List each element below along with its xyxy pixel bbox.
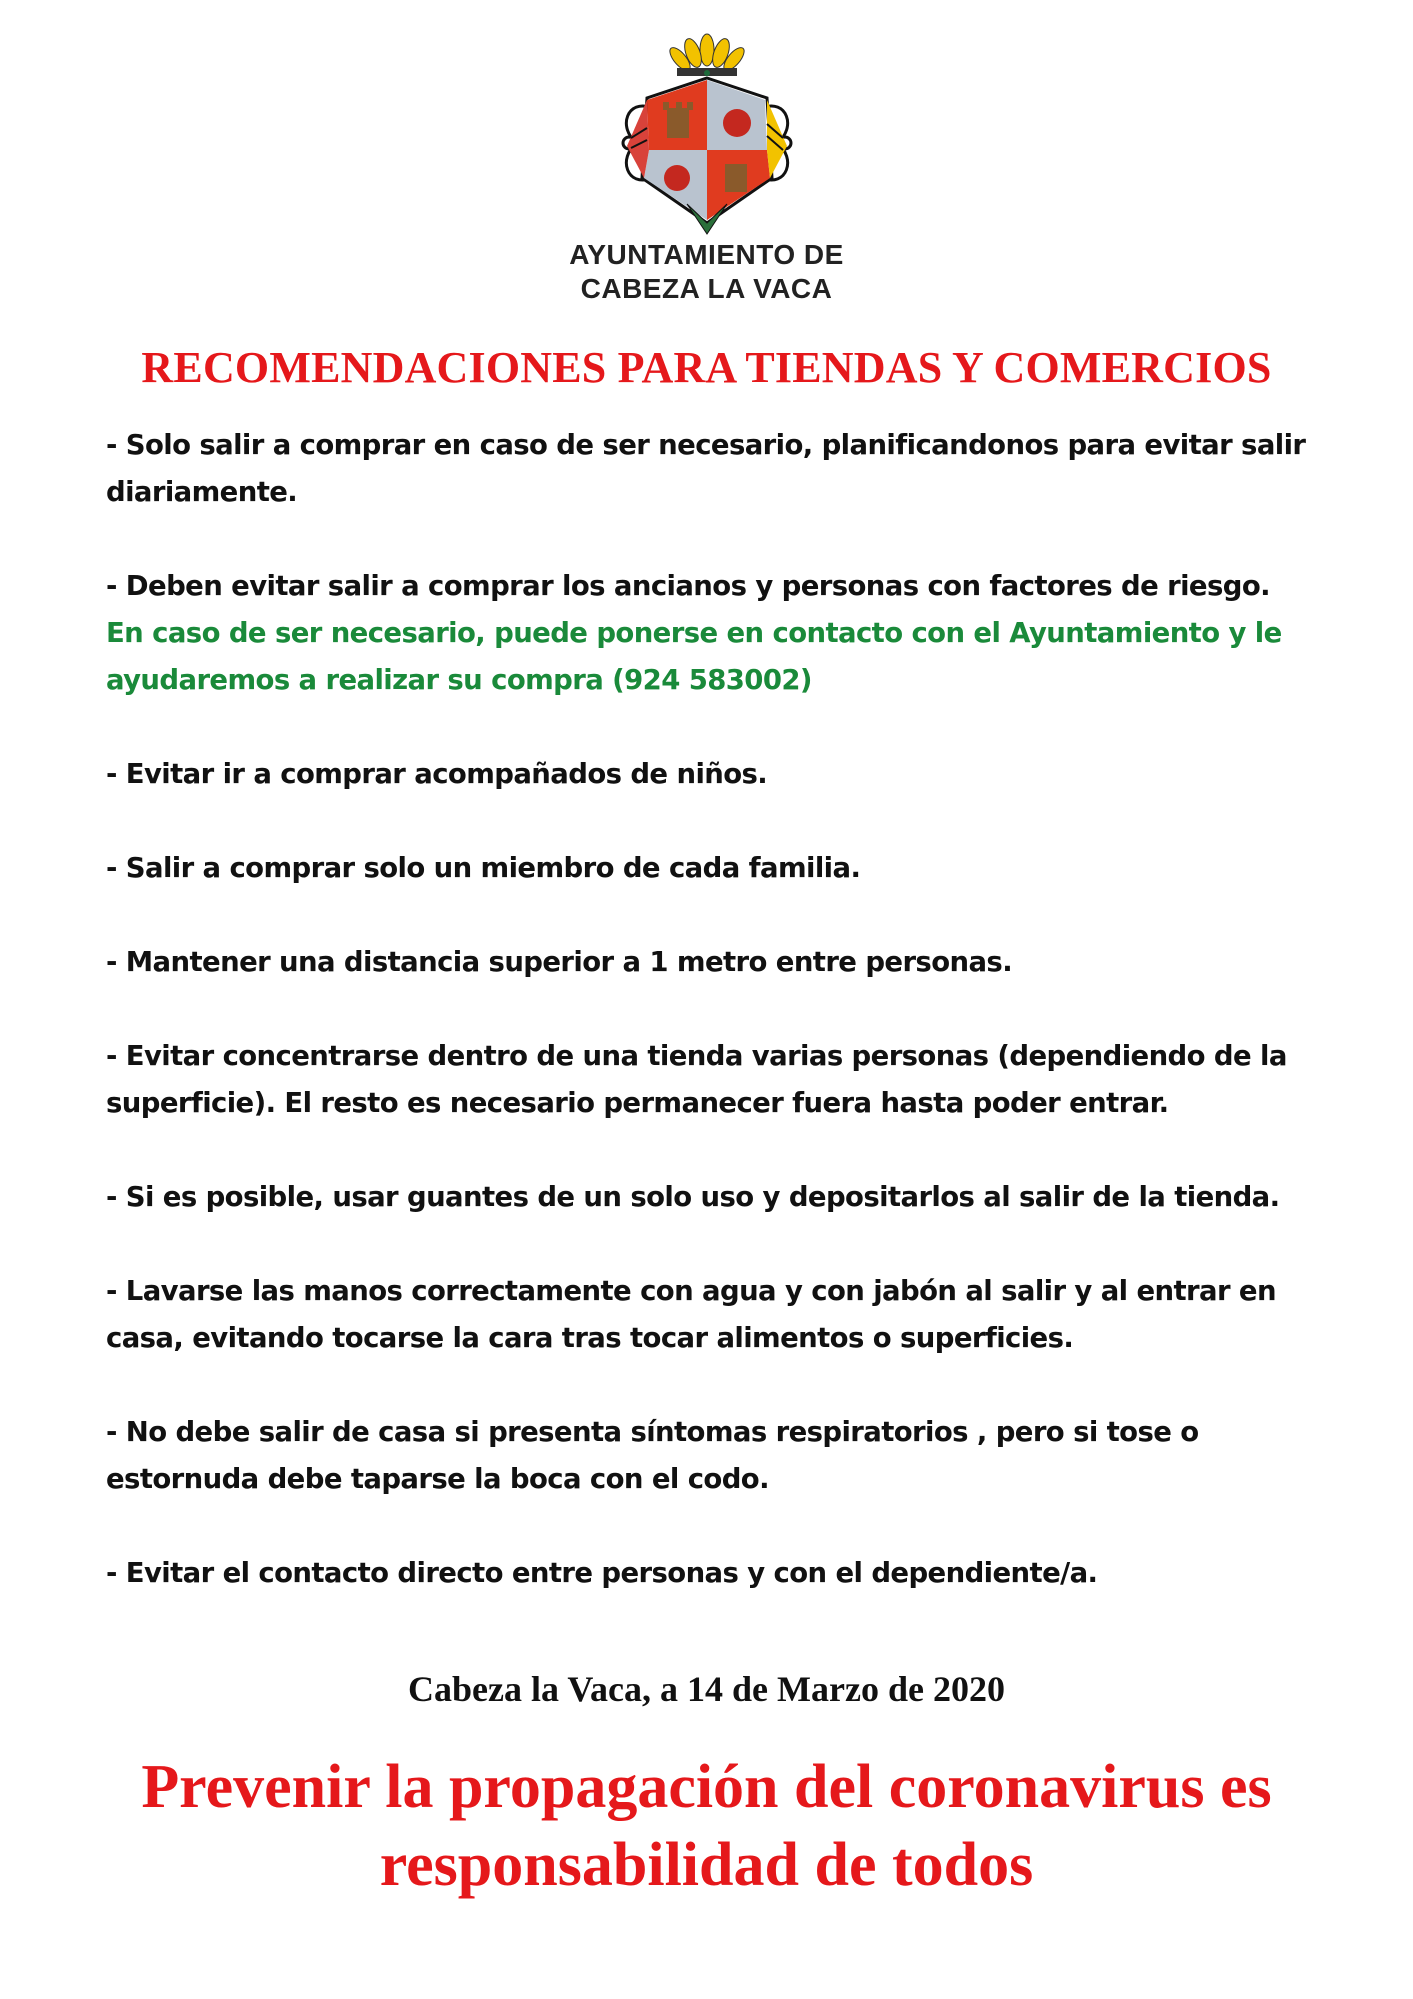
list-item [106,751,1336,798]
item-text: - Deben evitar salir a comprar los ancianos y personas con factores de riesgo. [106,570,1270,602]
slogan-line2: responsabilidad de todos [379,1831,1034,1899]
recommendations-list [106,422,1336,1644]
org-name-line2: CABEZA LA VACA [580,273,833,304]
date-line: Cabeza la Vaca, a 14 de Marzo de 2020 [408,1669,1005,1709]
header-logo [0,28,1413,306]
item-text: - No debe salir de casa si presenta síntomas respiratorios , pero si tose o estornuda debe taparse la boca con el codo. [106,1416,1199,1495]
list-item [106,1174,1336,1221]
slogan-line1: Prevenir la propagación del coronavirus es [141,1753,1272,1821]
list-item [106,1409,1336,1503]
coat-of-arms-icon [607,28,807,238]
list-item [106,1550,1336,1597]
list-item [106,422,1336,516]
item-text: - Evitar el contacto directo entre personas y con el dependiente/a. [106,1557,1098,1589]
page-title: RECOMENDACIONES PARA TIENDAS Y COMERCIOS [141,343,1272,392]
item-text: - Lavarse las manos correctamente con agua y con jabón al salir y al entrar en casa, evitando tocarse la cara tras tocar alimentos o superficies. [106,1275,1276,1354]
help-note: En caso de ser necesario, puede ponerse en contacto con el Ayuntamiento y le ayudaremos a realizar su compra (924 583002) [106,617,1282,696]
slogan [0,1748,1413,1904]
org-name-line1: AYUNTAMIENTO DE [569,239,844,270]
item-text: - Evitar ir a comprar acompañados de niños. [106,758,768,790]
list-item [106,845,1336,892]
list-item [106,1268,1336,1362]
item-text: - Mantener una distancia superior a 1 metro entre personas. [106,946,1013,978]
item-text: - Salir a comprar solo un miembro de cada familia. [106,852,861,884]
item-text: - Evitar concentrarse dentro de una tienda varias personas (dependiendo de la superficie). El resto es necesario permanecer fuera hasta poder entrar. [106,1040,1287,1119]
item-text: - Si es posible, usar guantes de un solo uso y depositarlos al salir de la tienda. [106,1181,1280,1213]
list-item [106,563,1336,704]
item-text: - Solo salir a comprar en caso de ser necesario, planificandonos para evitar salir diariamente. [106,429,1306,508]
list-item [106,1033,1336,1127]
list-item [106,939,1336,986]
